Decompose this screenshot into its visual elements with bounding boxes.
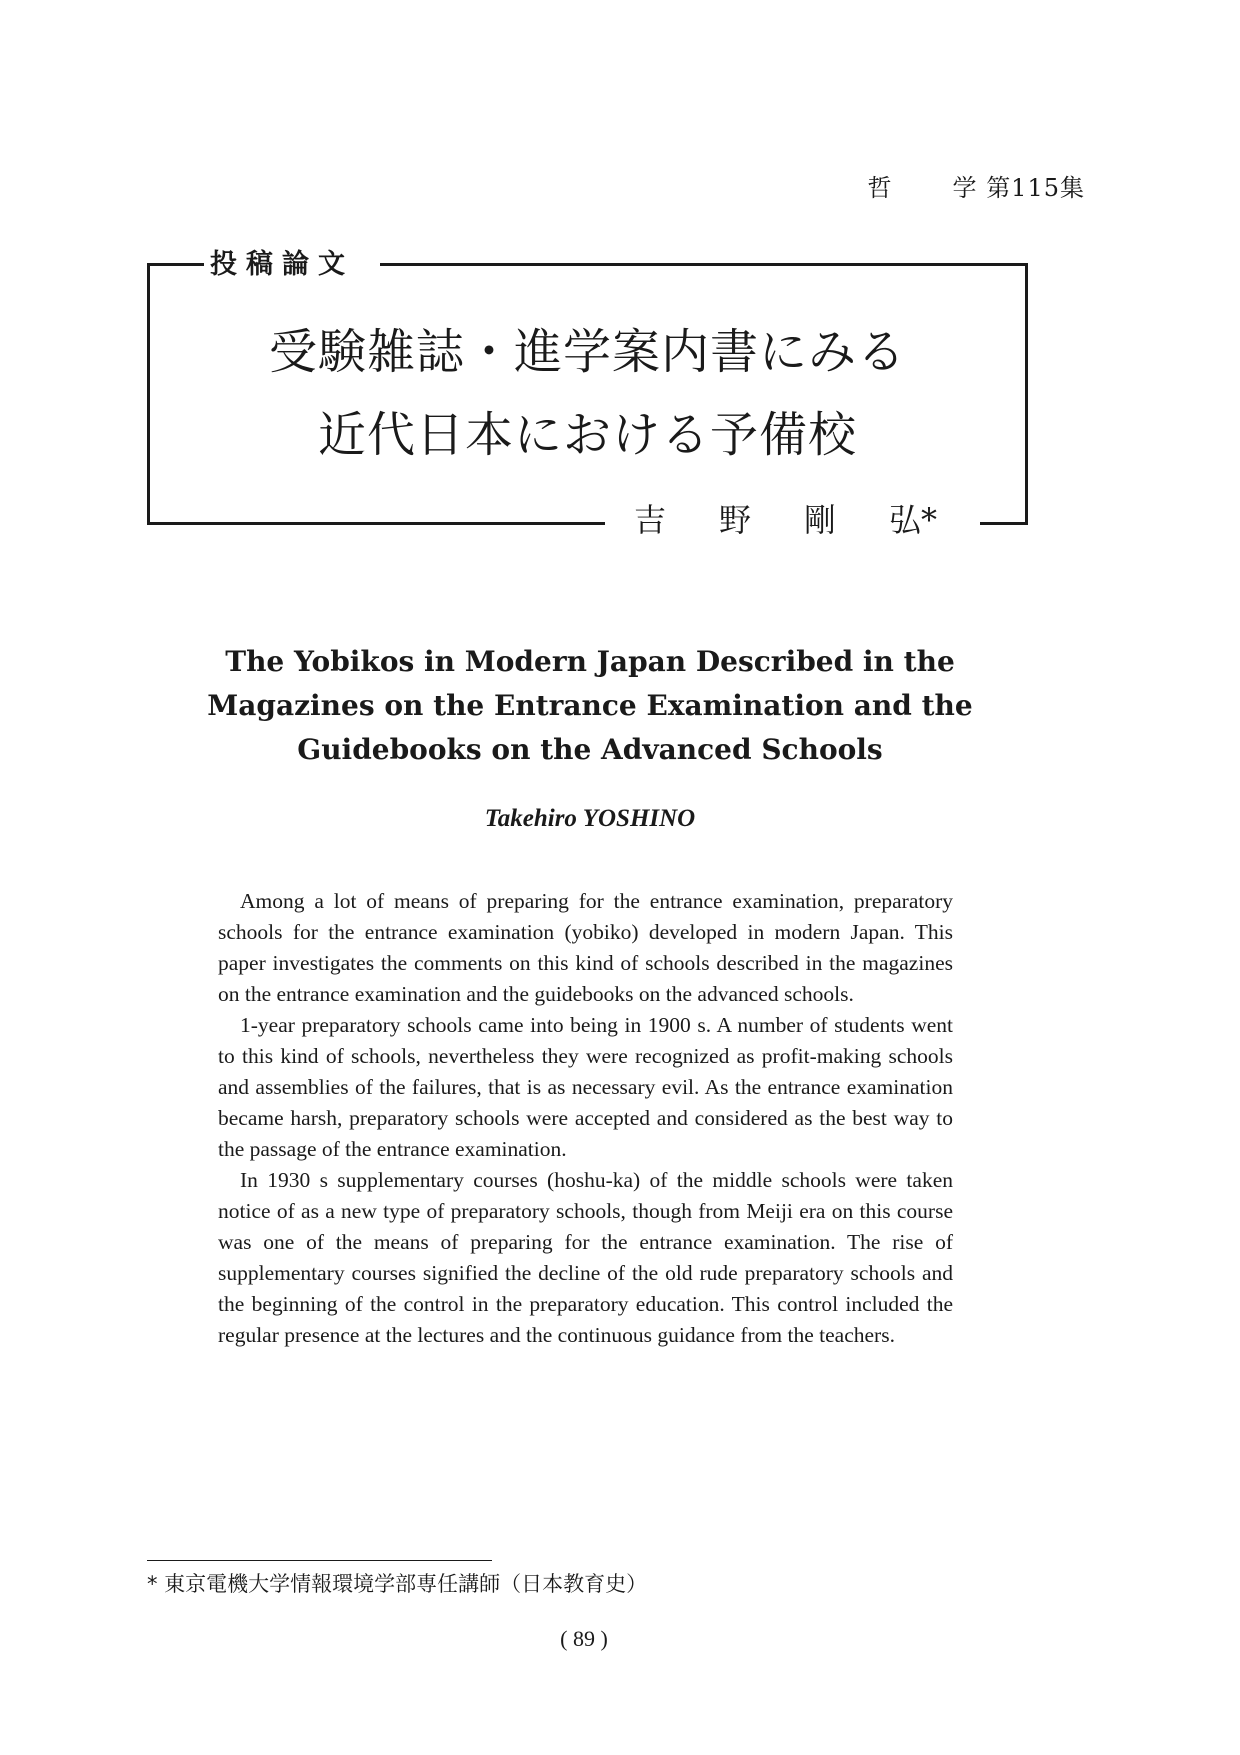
english-title-line-3: Guidebooks on the Advanced Schools (297, 733, 883, 766)
journal-name-char-2: 学 (952, 174, 978, 202)
abstract (218, 886, 953, 1351)
journal-header (868, 168, 1085, 203)
author-char-4: 弘* (889, 501, 938, 539)
abstract-paragraph-2: 1-year preparatory schools came into being in 1900 s. A number of students went to this kind of schools, nevertheless they were recognized as profit-making schools and assemblies of the failures, that is as necessary evil. As the entrance examination became harsh, preparatory schools were accepted and considered as the best way to the passage of the entrance examination. (218, 1013, 953, 1161)
box-top-rule-right (380, 263, 1025, 266)
author-char-3: 剛 (804, 501, 837, 539)
author-char-1: 吉 (634, 501, 667, 539)
abstract-paragraph-3: In 1930 s supplementary courses (hoshu-ka) of the middle schools were taken notice of as a new type of preparatory schools, though from Meiji era on this course was one of the means of preparing for the entrance examination. The rise of supplementary courses signified the decline of the old rude preparatory schools and the beginning of the control in the preparatory education. This control included the regular presence at the lectures and the continuous guidance from the teachers. (218, 1168, 953, 1347)
journal-name-char-1: 哲 (867, 174, 893, 202)
box-bottom-rule-left (150, 522, 605, 525)
page-number: ( 89 ) (560, 1626, 608, 1651)
english-author-name: Takehiro YOSHINO (484, 805, 696, 832)
english-title-line-2: Magazines on the Entrance Examination and the (207, 689, 973, 722)
japanese-title-line-2: 近代日本における予備校 (317, 407, 857, 463)
english-title (180, 640, 1000, 772)
article-category-label: 投稿論文 (210, 242, 354, 281)
author-char-2: 野 (719, 501, 752, 539)
footnote-rule (147, 1560, 492, 1561)
journal-volume: 第115集 (986, 174, 1085, 202)
title-box (147, 249, 1028, 539)
japanese-author-name (634, 495, 937, 541)
japanese-title-line-1: 受験雑誌・進学案内書にみる (268, 324, 906, 380)
author-affiliation-footnote: * 東京電機大学情報環境学部専任講師（日本教育史） (147, 1572, 648, 1596)
english-title-line-1: The Yobikos in Modern Japan Described in the (225, 645, 955, 678)
box-top-rule-left (150, 263, 204, 266)
abstract-paragraph-1: Among a lot of means of preparing for the entrance examination, preparatory schools for the entrance examination (yobiko) developed in modern Japan. This paper investigates the comments on this kind of schools described in the magazines on the entrance examination and the guidebooks on the advanced schools. (218, 889, 953, 1006)
box-bottom-rule-right (980, 522, 1025, 525)
